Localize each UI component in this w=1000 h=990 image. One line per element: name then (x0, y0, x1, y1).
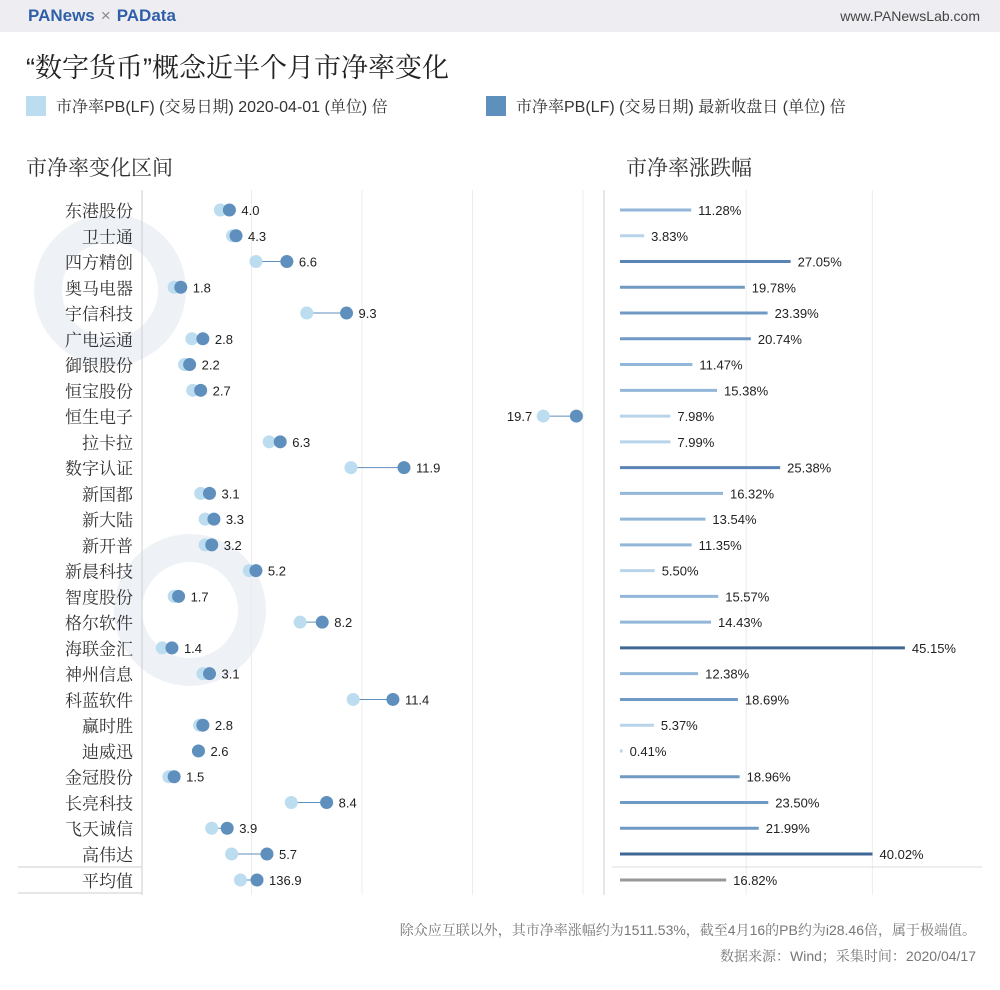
row-label: 新国都 (82, 485, 133, 505)
end-pb-dot (196, 332, 209, 345)
change-label: 21.99% (765, 821, 810, 837)
end-pb-label: 2.8 (214, 331, 233, 347)
end-pb-label: 11.4 (404, 692, 430, 708)
end-pb-label: 2.2 (201, 357, 220, 373)
end-pb-label: 3.2 (223, 537, 242, 553)
end-pb-label: 1.5 (186, 769, 205, 785)
change-label: 12.38% (705, 666, 750, 682)
start-pb-dot (263, 435, 276, 448)
end-pb-label: 4.0 (241, 203, 260, 218)
end-pb-label: 9.3 (358, 306, 377, 322)
end-pb-label: 4.3 (248, 228, 267, 244)
end-pb-dot (174, 281, 187, 294)
start-pb-dot (537, 410, 550, 423)
end-pb-label: 8.4 (338, 795, 357, 811)
change-label: 18.96% (746, 769, 791, 785)
end-pb-dot (397, 461, 410, 474)
left-panel-title: 市净率变化区间 (26, 157, 173, 180)
end-pb-dot (196, 719, 209, 732)
row-label: 新大陆 (82, 511, 133, 531)
end-pb-label: 5.7 (278, 847, 298, 862)
times-sign: × (100, 6, 111, 25)
end-pb-dot (570, 410, 583, 423)
site-url[interactable]: www.PANewsLab.com (840, 8, 980, 24)
row-label: 御银股份 (65, 356, 133, 376)
row-label: 卫士通 (82, 227, 133, 247)
end-pb-label: 2.7 (212, 383, 231, 399)
change-label: 3.83% (651, 228, 689, 244)
end-pb-label: 1.8 (192, 280, 211, 296)
change-label: 11.35% (698, 537, 742, 553)
end-pb-dot (340, 307, 353, 320)
legend-label: 市净率PB(LF) (交易日期) 最新收盘日 (单位) 倍 (516, 99, 846, 116)
change-label: 14.43% (718, 615, 763, 631)
change-label: 15.38% (724, 383, 769, 399)
change-label: 5.50% (661, 563, 699, 579)
change-label: 15.57% (725, 589, 770, 605)
end-pb-label: 19.7 (506, 409, 533, 425)
start-pb-dot (285, 796, 298, 809)
end-pb-dot (203, 487, 216, 500)
change-label: 11.47% (699, 357, 743, 373)
change-label: 45.15% (911, 640, 956, 656)
end-pb-dot (249, 564, 262, 577)
row-label: 东港股份 (65, 202, 133, 221)
end-pb-dot (320, 796, 333, 809)
row-label: 迪威迅 (82, 742, 133, 762)
row-label: 高伟达 (82, 846, 133, 865)
chart-title: “数字货币”概念近半个月市净率变化 (26, 53, 449, 83)
end-pb-label: 6.6 (298, 254, 317, 270)
row-label: 飞天诚信 (65, 820, 133, 840)
change-label: 13.54% (712, 512, 757, 528)
end-pb-dot (386, 693, 399, 706)
end-pb-dot (223, 204, 236, 217)
end-pb-label: 3.1 (221, 666, 240, 682)
end-pb-dot (165, 641, 178, 654)
change-label: 20.74% (757, 331, 802, 347)
end-pb-dot (251, 874, 264, 887)
row-label: 格尔软件 (65, 614, 133, 634)
end-pb-dot (205, 538, 218, 551)
start-pb-dot (344, 461, 357, 474)
row-label: 新晨科技 (65, 562, 133, 582)
row-label: 长亮科技 (65, 794, 133, 814)
change-label: 23.50% (775, 795, 820, 811)
end-pb-label: 2.6 (210, 743, 229, 759)
panews-logo: PANews (28, 6, 95, 25)
end-pb-label: 1.4 (183, 640, 203, 656)
row-label: 奥马电器 (65, 279, 133, 299)
end-pb-dot (260, 848, 273, 861)
legend-label: 市净率PB(LF) (交易日期) 2020-04-01 (单位) 倍 (56, 99, 388, 116)
start-pb-dot (205, 822, 218, 835)
end-pb-dot (280, 255, 293, 268)
start-pb-dot (300, 307, 313, 320)
end-pb-label: 3.9 (239, 821, 258, 837)
row-label: 平均值 (82, 872, 133, 891)
end-pb-label: 1.7 (190, 589, 209, 605)
end-pb-dot (172, 590, 185, 603)
row-label: 恒生电子 (65, 408, 133, 428)
end-pb-dot (168, 770, 181, 783)
change-label: 7.99% (677, 434, 715, 450)
change-label: 0.41% (629, 743, 667, 759)
right-panel-title: 市净率涨跌幅 (626, 157, 752, 180)
row-label: 神州信息 (65, 665, 133, 685)
row-label: 新开普 (82, 536, 133, 556)
start-pb-dot (234, 874, 247, 887)
end-pb-dot (207, 513, 220, 526)
end-pb-label: 5.2 (267, 563, 286, 579)
start-pb-dot (225, 848, 238, 861)
change-label: 5.37% (660, 718, 698, 734)
row-label: 智度股份 (65, 588, 133, 608)
end-pb-dot (203, 667, 216, 680)
end-pb-dot (230, 229, 243, 242)
row-label: 数字认证 (65, 459, 133, 479)
row-label: 赢时胜 (82, 717, 133, 737)
row-label: 四方精创 (65, 253, 133, 273)
source-note: 数据来源：Wind；采集时间：2020/04/17 (720, 948, 976, 964)
change-label: 16.82% (733, 873, 778, 888)
row-label: 拉卡拉 (82, 433, 133, 453)
end-pb-label: 3.1 (221, 486, 240, 502)
start-pb-dot (347, 693, 360, 706)
change-label: 16.32% (729, 486, 775, 502)
row-label: 海联金汇 (65, 639, 133, 659)
start-pb-dot (294, 616, 307, 629)
change-label: 23.39% (774, 306, 819, 322)
end-pb-dot (274, 435, 287, 448)
change-label: 11.28% (698, 203, 742, 218)
row-label: 宇信科技 (65, 305, 133, 325)
end-pb-label: 3.3 (225, 512, 245, 528)
footnote: 除众应互联以外，其市净率涨幅约为1511.53%，截至4月16的PB约为i28.46倍，属于极端值。 (399, 922, 976, 938)
end-pb-dot (192, 744, 205, 757)
padata-logo: PAData (116, 6, 176, 25)
change-label: 18.69% (744, 692, 790, 708)
end-pb-label: 136.9 (269, 873, 302, 888)
row-label: 科蓝软件 (65, 691, 133, 711)
change-label: 19.78% (751, 280, 796, 296)
change-label: 27.05% (797, 254, 842, 270)
start-pb-dot (249, 255, 262, 268)
row-label: 广电运通 (65, 330, 133, 350)
end-pb-dot (183, 358, 196, 371)
end-pb-dot (316, 616, 329, 629)
end-pb-label: 6.3 (292, 434, 311, 450)
change-label: 25.38% (787, 460, 832, 476)
row-label: 恒宝股份 (65, 382, 133, 402)
end-pb-dot (221, 822, 234, 835)
end-pb-label: 11.9 (415, 460, 441, 476)
end-pb-dot (194, 384, 207, 397)
change-label: 40.02% (879, 847, 924, 862)
change-label: 7.98% (677, 409, 715, 425)
end-pb-label: 8.2 (334, 615, 353, 631)
row-label: 金冠股份 (65, 768, 133, 788)
end-pb-label: 2.8 (214, 718, 233, 734)
